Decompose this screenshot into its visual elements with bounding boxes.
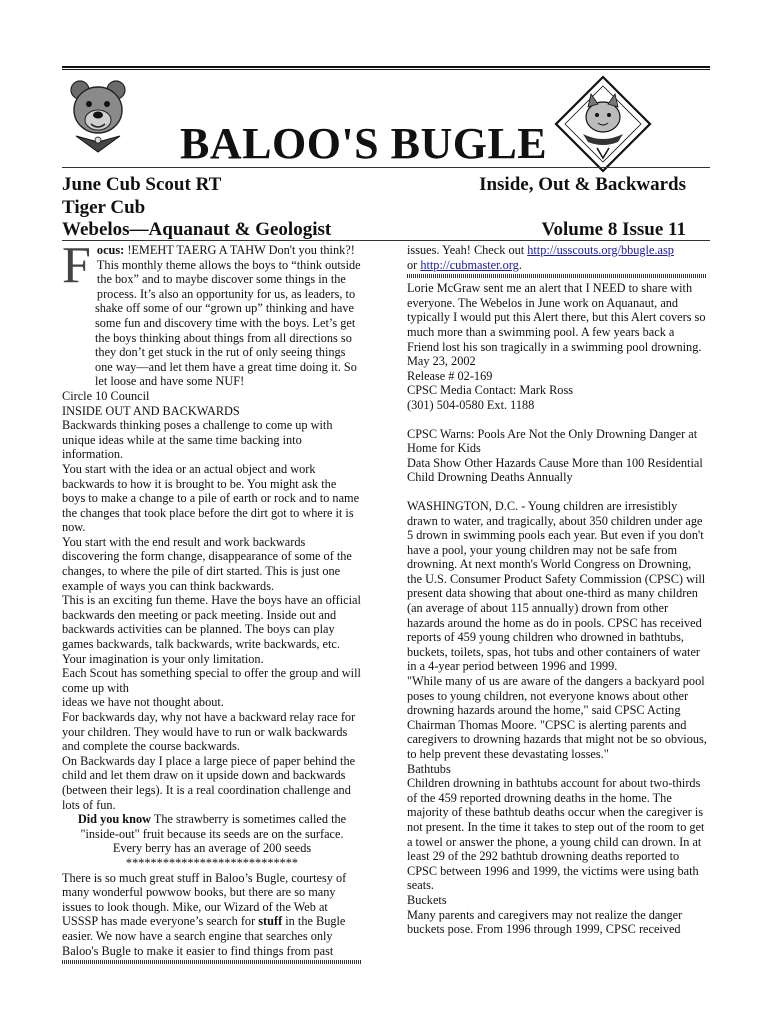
bugle-link[interactable]: http://usscouts.org/bbugle.asp (527, 243, 674, 257)
paragraph: You start with the end result and work backwards discovering the form change, disappearance of some of the changes, to where the pile of dirt started. This is just one example of ways you can think backwards. (62, 534, 352, 593)
bathtubs-heading: Bathtubs (407, 761, 451, 776)
header-rule (62, 240, 710, 241)
search-text-a: There is so much great stuff in Baloo’s Bugle, courtesy of many wonderful powwow books, but there are so many issues to look though. Mike, our Wizard of the Web at USSSP has made everyone’s search for (62, 870, 347, 929)
release-date: May 23, 2002 (407, 354, 476, 369)
search-text-bold: stuff (258, 914, 283, 929)
cub-scout-emblem-icon (553, 74, 653, 174)
focus-label: ocus: (96, 243, 125, 257)
intro-paragraph (62, 237, 362, 389)
warning-headline: CPSC Warns: Pools Are Not the Only Drowning Danger at Home for Kids (407, 426, 698, 456)
paragraph: Backwards thinking poses a challenge to come up with unique ideas while at the same time backing into information. (62, 418, 333, 462)
section-title: INSIDE OUT AND BACKWARDS (62, 403, 240, 418)
section-hatch (407, 274, 707, 278)
spacer (407, 413, 707, 427)
lorie-paragraph: Lorie McGraw sent me an alert that I NEED to share with everyone. The Webelos in June work on Aquanaut, and typically I would put this Alert there, but this Alert covers so much more than a swimming pool. A few years back a Friend lost his son tragically in a swimming pool drowning. (407, 281, 706, 354)
volume-issue: Volume 8 Issue 11 (541, 219, 686, 240)
header-line-1: June Cub Scout RT (62, 174, 222, 195)
drop-cap: F (62, 237, 91, 294)
paragraph: Each Scout has something special to offer the group and will come up with (62, 666, 361, 695)
continuation-or: or (407, 257, 421, 272)
warning-subheadline: Data Show Other Hazards Cause More than 100 Residential Child Drowning Deaths Annually (407, 455, 703, 485)
continuation-paragraph (407, 243, 707, 272)
continuation-text: issues. Yeah! Check out (407, 243, 528, 257)
did-you-know-line2: Every berry has an average of 200 seeds (112, 841, 312, 856)
washington-paragraph: WASHINGTON, D.C. - Young children are irresistibly drawn to water, and tragically, about 350 children under age 5 drown in swimming pools each year. But even if you don't have a pool, your young children may not be safe from drowning. At next month's World Congress on Drowning, the U.S. Consumer Product Safety Commission (CPSC) will present data showing that about one-third as many children (an average of about 115 annually) drown from other hazards around the home as do in pools. CPSC has received reports of 459 young children who drowned in bathtubs, buckets, toilets, spas, hot tubs and other containers of water in a 4-year period between 1996 and 1999. (407, 498, 706, 674)
spacer (407, 485, 707, 499)
search-paragraph (62, 871, 362, 959)
left-column (62, 237, 362, 967)
header-line-2: Tiger Cub (62, 197, 146, 218)
media-contact: CPSC Media Contact: Mark Ross (407, 383, 574, 398)
cubmaster-link[interactable]: http://cubmaster.org (420, 257, 519, 272)
star-divider: **************************** (125, 855, 299, 870)
newsletter-title: BALOO'S BUGLE (180, 119, 548, 168)
council-line: Circle 10 Council (62, 388, 150, 403)
bathtubs-paragraph: Children drowning in bathtubs account for about two-thirds of the 459 reported drowning deaths in the home. The majority of these bathtub deaths occur when the caregiver is not present. In the time it takes to step out of the room to get a towel or answer the phone, a young child can drown. In at least 29 of the 292 bathtub drowning deaths reported to CPSC between 1996 and 1999, the victims were using bath seats. (407, 776, 705, 893)
baloo-bear-icon (62, 74, 134, 156)
column-end-hatch (62, 960, 362, 964)
buckets-heading: Buckets (407, 892, 447, 907)
did-you-know-text: The strawberry is sometimes called the "inside-out" fruit because its seeds are on the surface. (80, 812, 347, 841)
did-you-know-label: Did you know (77, 812, 152, 827)
quote-paragraph: "While many of us are aware of the dangers a backyard pool poses to young children, not everyone knows about other drowning hazards around the home," said CPSC Acting Chairman Thomas Moore. "CPSC is alerting parents and caregivers to drowning hazards that might not be so obvious, to help prevent these devastating losses." (407, 674, 707, 761)
release-number: Release # 02-169 (407, 368, 493, 383)
intro-text: !EMEHT TAERG A TAHW Don't you think?! This monthly theme allows the boys to “think outside the box” and to maybe discover some things in the process. It’s also an opportunity for us, as leaders, to shake off some of our “grown up” thinking and have some fun and discovery time with the boys. Let’s get the boys thinking about things from all directions so they don’t get stuck in the rut of only seeing things one way—and let them have a great time doing it. So let loose and have some NUF! (95, 243, 361, 389)
did-you-know (62, 812, 362, 841)
contact-phone: (301) 504-0580 Ext. 1188 (407, 397, 535, 412)
paragraph: On Backwards day I place a large piece of paper behind the child and let them draw on it upside down and backwards (between their legs). It is a real coordination challenge and lots of fun. (62, 753, 356, 812)
title-rule (62, 167, 710, 168)
paragraph: This is an exciting fun theme. Have the boys have an official backwards den meeting or pack meeting. Inside out and backwards activities can be planned. The boys can play games backwards, talk backwards, write backwards, etc. Your imagination is your only limitation. (62, 593, 361, 666)
paragraph: For backwards day, why not have a backward relay race for your children. They would have to run or walk backwards and complete the course backwards. (62, 710, 356, 754)
theme-title: Inside, Out & Backwards (479, 174, 686, 195)
header-line-3: Webelos—Aquanaut & Geologist (62, 219, 332, 240)
top-rule (62, 66, 710, 70)
buckets-paragraph: Many parents and caregivers may not realize the danger buckets pose. From 1996 through 1999, CPSC received (407, 907, 683, 937)
search-text-b: in the Bugle easier. We now have a search engine that searches only Baloo's Bugle to make it easier to find things from past (62, 914, 346, 958)
continuation-end: . (518, 257, 522, 272)
paragraph: You start with the idea or an actual object and work backwards to how it is brought to be. You might ask the boys to make a change to a pile of earth or rock and to name the changes that took place before the dirt got to where it is now. (62, 461, 360, 535)
paragraph: ideas we have not thought about. (62, 695, 224, 710)
right-column (407, 243, 707, 937)
